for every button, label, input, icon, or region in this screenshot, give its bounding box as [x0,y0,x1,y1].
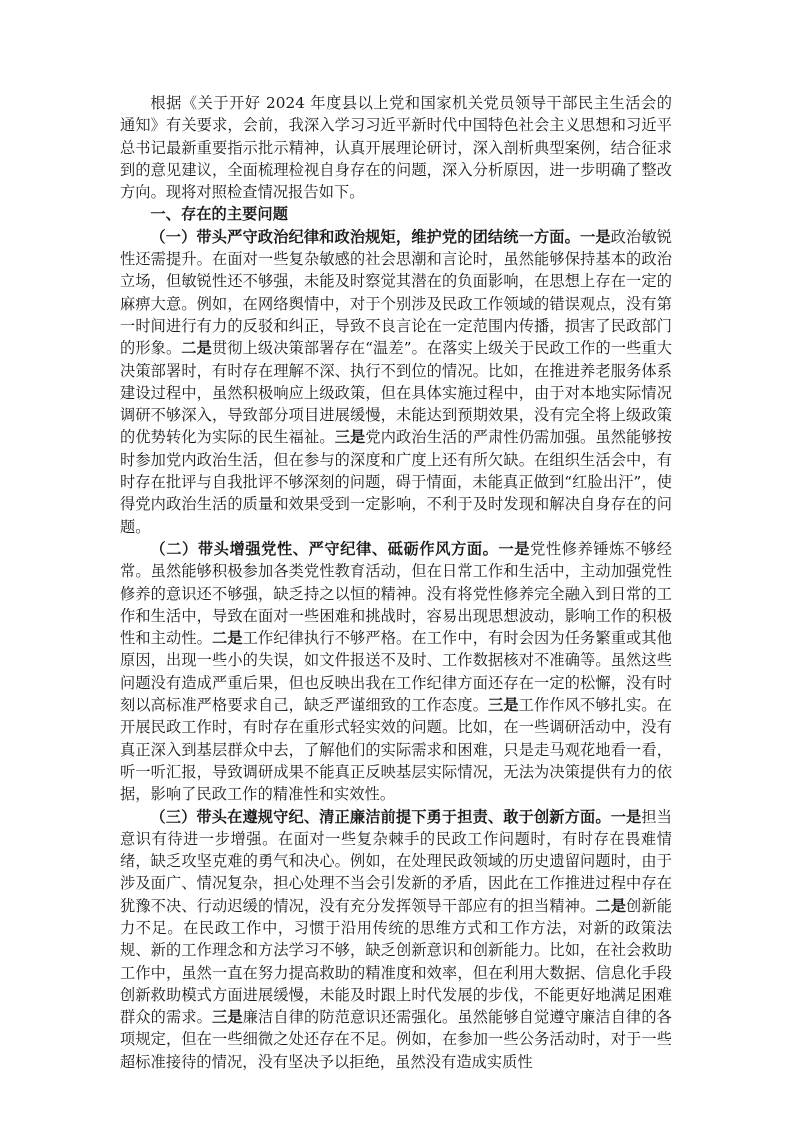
part3-heading: （三）带头在遵规守纪、清正廉洁前提下勇于担责、敢于创新方面。 [150,807,611,826]
part3-label3: 三是 [212,1008,243,1027]
part2-label2: 二是 [212,629,243,648]
part2-text3: 工作作风不够扎实。在开展民政工作时，有时存在重形式轻实效的问题。比如，在一些调研活动中，没有真正深入到基层群众中去，了解他们的实际需求和困难，只是走马观花地看一看，听一听汇报，导致调研成果不能真正反映基层实际情况，无法为决策提供有力的依据，影响了民政工作的精准性和实效性。 [120,696,672,804]
part1-label1: 一是 [579,227,611,246]
part3-label2: 二是 [595,896,627,915]
part1-heading: （一）带头严守政治纪律和政治规矩，维护党的团结统一方面。 [150,227,580,246]
part3-text3: 廉洁自律的防范意识还需强化。虽然能够自觉遵守廉洁自律的各项规定，但在一些细微之处还存在不足。例如，在参加一些公务活动时，对于一些超标准接待的情况，没有坚决予以拒绝，虽然没有造成实质性 [120,1008,672,1071]
part1-text2: 贯彻上级决策部署存在“温差”。在落实上级关于民政工作的一些重大决策部署时，有时存在理解不深、执行不到位的情况。比如，在推进养老服务体系建设过程中，虽然积极响应上级政策，但在具体实施过程中，由于对本地实际情况调研不够深入，导致部分项目进展缓慢，未能达到预期效果，没有完全将上级政策的优势转化为实际的民生福祉。 [120,339,673,447]
part1-text1: 政治敏锐性还需提升。在面对一些复杂敏感的社会思潮和言论时，虽然能够保持基本的政治立场，但敏锐性还不够强，未能及时察觉其潜在的负面影响，在思想上存在一定的麻痹大意。例如，在网络舆情中，对于个别涉及民政工作领域的错误观点，没有第一时间进行有力的反驳和纠正，导致不良言论在一定范围内传播，损害了民政部门的形象。 [120,227,672,358]
part1-label2: 二是 [181,339,212,358]
part2-text2: 工作纪律执行不够严格。在工作中，有时会因为任务繁重或其他原因，出现一些小的失误，如文件报送不及时、工作数据核对不准确等。虽然这些问题没有造成严重后果，但也反映出我在工作纪律方面还存在一定的松懈，没有时刻以高标准严格要求自己，缺乏严谨细致的工作态度。 [120,629,672,715]
part3-label1: 一是 [610,807,642,826]
part3-text1: 担当意识有待进一步增强。在面对一些复杂棘手的民政工作问题时，有时存在畏难情绪，缺乏攻坚克难的勇气和决心。例如，在处理民政领域的历史遗留问题时，由于涉及面广、情况复杂，担心处理不当会引发新的矛盾，因此在工作推进过程中存在犹豫不决、行动迟缓的情况，没有充分发挥领导干部应有的担当精神。 [120,807,673,915]
part2-text1: 党性修养锤炼不够经常。虽然能够积极参加各类党性教育活动，但在日常工作和生活中，主动加强党性修养的意识还不够强，缺乏持之以恒的精神。没有将党性修养完全融入到日常的工作和生活中，导致在面对一些困难和挑战时，容易出现思想波动，影响工作的积极性和主动性。 [120,539,673,648]
paragraph-part2 [120,538,672,806]
part2-label3: 三是 [488,696,519,715]
intro-paragraph: 根据《关于开好 2024 年度县以上党和国家机关党员领导干部民主生活会的通知》有关要求，会前，我深入学习习近平新时代中国特色社会主义思想和习近平总书记最新重要指示批示精神，认真开展理论研讨，深入剖析典型案例，结合征求到的意见建议，全面梳理检视自身存在的问题，深入分析原因，进一步明确了整改方向。现将对照检查情况报告如下。 [120,94,672,202]
part2-label1: 一是 [498,539,531,558]
paragraph-part3 [120,806,672,1074]
section-heading-1: 一、存在的主要问题 [150,205,288,224]
paragraph-part1 [120,226,672,538]
part3-text2: 创新能力不足。在民政工作中，习惯于沿用传统的思维方式和工作方法，对新的政策法规、新的工作理念和方法学习不够，缺乏创新意识和创新能力。比如，在社会救助工作中，虽然一直在努力提高救助的精准度和效率，但在利用大数据、信息化手段创新救助模式方面进展缓慢，未能及时跟上时代发展的步伐，不能更好地满足困难群众的需求。 [120,896,672,1027]
part2-heading: （二）带头增强党性、严守纪律、砥砺作风方面。 [150,539,499,558]
part1-label3: 三是 [334,428,366,447]
part1-text3: 党内政治生活的严肃性仍需加强。虽然能够按时参加党内政治生活，但在参与的深度和广度上还有所欠缺。在组织生活会中，有时存在批评与自我批评不够深刻的问题，碍于情面，未能真正做到“红脸出汗”，使得党内政治生活的质量和效果受到一定影响，不利于及时发现和解决自身存在的问题。 [120,428,672,536]
document-body [120,92,672,1073]
